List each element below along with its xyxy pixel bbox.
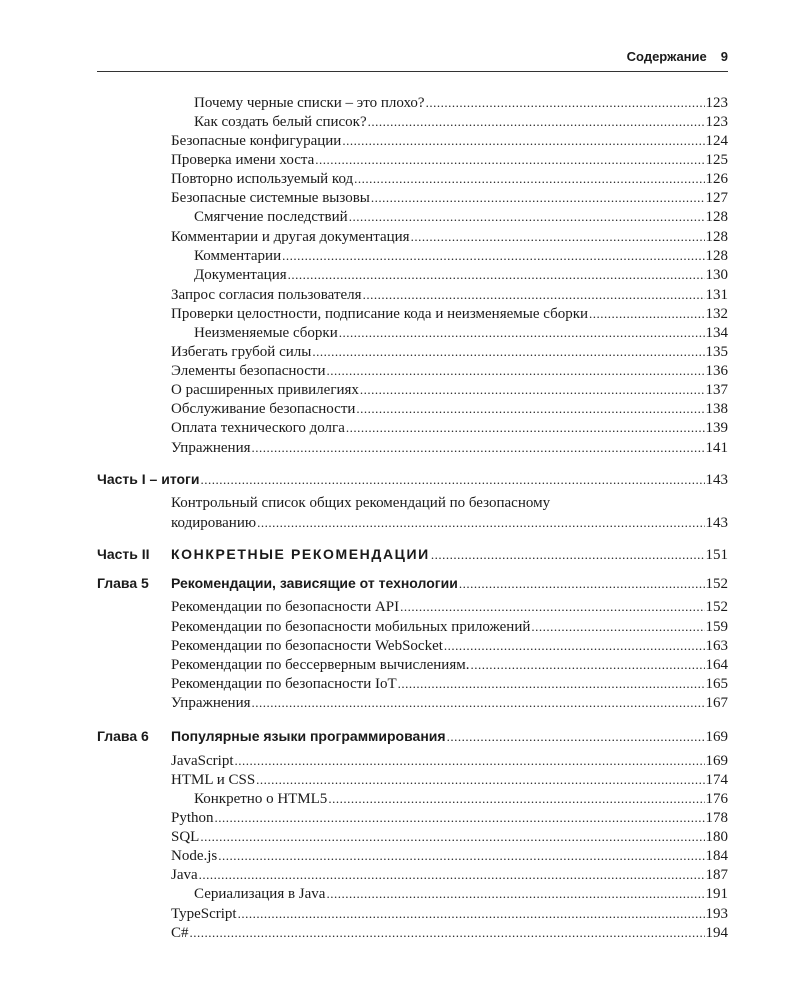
toc-entry-title: Неизменяемые сборки (194, 325, 338, 341)
toc-entry-title: C# (171, 925, 189, 941)
toc-entry-title: Безопасные системные вызовы (171, 190, 370, 206)
dot-leader (589, 304, 704, 323)
part-1-label: Часть I – итоги (97, 471, 200, 487)
chapter-5-label: Глава 5 (97, 575, 149, 591)
toc-entry-title: Как создать белый список? (194, 114, 367, 130)
dot-leader (447, 727, 705, 746)
toc-entry[interactable] (171, 188, 728, 208)
toc-entry-title: Java (171, 867, 198, 883)
toc-entry[interactable] (171, 169, 728, 189)
toc-entry-page: 176 (705, 791, 728, 807)
dot-leader (327, 361, 705, 380)
toc-entry[interactable] (171, 150, 728, 170)
toc-entry-title: Конкретно о HTML5 (194, 791, 328, 807)
toc-entry[interactable] (171, 342, 728, 362)
toc-entry-page: 123 (705, 114, 728, 130)
toc-entry[interactable] (171, 418, 728, 438)
toc-entry-title: Обслуживание безопасности (171, 401, 356, 417)
checklist-line-2: кодированию (171, 515, 257, 531)
dot-leader (346, 418, 705, 437)
toc-entry-page: 164 (705, 657, 728, 673)
toc-entry-title: Проверки целостности, подписание кода и неизменяемые сборки (171, 306, 589, 322)
toc-entry-title: Комментарии и другая документация (171, 229, 410, 245)
chapter-6-page: 169 (705, 729, 728, 745)
toc-entry-page: 128 (705, 248, 728, 264)
header-title: Содержание (626, 49, 707, 64)
toc-entry[interactable] (171, 693, 728, 713)
toc-entry-title: Рекомендации по безопасности API (171, 599, 400, 615)
dot-leader (459, 574, 705, 593)
toc-entry[interactable] (171, 827, 728, 847)
toc-entry-page: 123 (705, 95, 728, 111)
toc-entry-page: 174 (705, 772, 728, 788)
dot-leader (363, 285, 705, 304)
part-2-page: 151 (705, 547, 728, 563)
chapter-5-heading[interactable] (97, 574, 728, 594)
toc-entry[interactable] (171, 674, 728, 694)
toc-entry[interactable] (171, 361, 728, 381)
toc-entry[interactable] (171, 380, 728, 400)
toc-entry-page: 131 (705, 287, 728, 303)
toc-entry[interactable] (171, 636, 728, 656)
toc-entry-title: Безопасные конфигурации (171, 133, 342, 149)
toc-entry-page: 167 (705, 695, 728, 711)
checklist-line-1[interactable]: Контрольный список общих рекомендаций по безопасному (171, 495, 551, 511)
toc-entry-title: JavaScript (171, 753, 234, 769)
dot-leader (288, 265, 705, 284)
toc-entry-page: 127 (705, 190, 728, 206)
toc-entry[interactable] (194, 323, 728, 343)
toc-entry-page: 165 (705, 676, 728, 692)
toc-entry-page: 141 (705, 440, 728, 456)
toc-entry-page: 193 (705, 906, 728, 922)
toc-entry-page: 126 (705, 171, 728, 187)
dot-leader (398, 674, 705, 693)
dot-leader (252, 438, 705, 457)
toc-entry[interactable] (171, 399, 728, 419)
part-2-heading[interactable] (97, 545, 728, 565)
toc-entry-page: 184 (705, 848, 728, 864)
dot-leader (256, 770, 704, 789)
checklist-page: 143 (705, 515, 728, 531)
dot-leader (215, 808, 705, 827)
toc-entry-title: Документация (194, 267, 287, 283)
toc-entry-page: 163 (705, 638, 728, 654)
dot-leader (234, 751, 704, 770)
chapter-6-label: Глава 6 (97, 728, 149, 744)
toc-entry[interactable] (194, 112, 728, 132)
toc-entry-title: Избегать грубой силы (171, 344, 312, 360)
toc-entry-page: 178 (705, 810, 728, 826)
dot-leader (200, 827, 704, 846)
toc-entry-page: 169 (705, 753, 728, 769)
toc-entry-title: Node.js (171, 848, 218, 864)
toc-entry-page: 191 (705, 886, 728, 902)
toc-entry[interactable] (171, 617, 728, 637)
toc-entry[interactable] (171, 655, 728, 675)
toc-entry-title: Рекомендации по безопасности IoT (171, 676, 397, 692)
toc-entry[interactable] (171, 904, 728, 924)
dot-leader (218, 846, 704, 865)
toc-entry-page: 194 (705, 925, 728, 941)
toc-entry[interactable] (171, 751, 728, 771)
toc-entry-page: 130 (705, 267, 728, 283)
dot-leader (252, 693, 705, 712)
dot-leader (326, 884, 704, 903)
chapter-6-title: Популярные языки программирования (171, 728, 446, 744)
dot-leader (531, 617, 704, 636)
toc-entry-page: 128 (705, 229, 728, 245)
dot-leader (444, 636, 705, 655)
toc-entry[interactable] (194, 207, 728, 227)
toc-entry-title: Рекомендации по безопасности WebSocket (171, 638, 443, 654)
toc-entry-page: 187 (705, 867, 728, 883)
toc-entry-title: Повторно используемый код (171, 171, 354, 187)
toc-entry[interactable] (171, 304, 728, 324)
toc-entry-title: Элементы безопасности (171, 363, 326, 379)
dot-leader (328, 789, 704, 808)
part-1-page: 143 (705, 472, 728, 488)
toc-entry-title: О расширенных привилегиях (171, 382, 359, 398)
toc-entry-title: SQL (171, 829, 200, 845)
toc-entry-page: 124 (705, 133, 728, 149)
toc-entry-page: 159 (705, 619, 728, 635)
toc-entry-page: 138 (705, 401, 728, 417)
part-2-label: Часть II (97, 546, 150, 562)
toc-entry[interactable] (194, 884, 728, 904)
dot-leader (312, 342, 704, 361)
dot-leader (315, 150, 704, 169)
toc-entry-title: Проверка имени хоста (171, 152, 315, 168)
dot-leader (360, 380, 705, 399)
part-2-title: КОНКРЕТНЫЕ РЕКОМЕНДАЦИИ (171, 546, 430, 562)
dot-leader (339, 323, 705, 342)
checklist-entry[interactable] (171, 513, 728, 533)
toc-entry[interactable] (171, 227, 728, 247)
dot-leader (200, 470, 704, 489)
dot-leader (426, 93, 705, 112)
chapter-5-title: Рекомендации, зависящие от технологии (171, 575, 458, 591)
dot-leader (354, 169, 704, 188)
toc-entry[interactable] (171, 865, 728, 885)
toc-entry-title: Смягчение последствий (194, 209, 348, 225)
toc-entry-page: 125 (705, 152, 728, 168)
toc-entry-title: Оплата технического долга (171, 420, 345, 436)
toc-entry[interactable] (194, 93, 728, 113)
toc-entry-title: Комментарии (194, 248, 282, 264)
chapter-5-page: 152 (705, 576, 728, 592)
toc-entry-page: 152 (705, 599, 728, 615)
toc-entry[interactable] (194, 789, 728, 809)
toc-entry-title: Почему черные списки – это плохо? (194, 95, 425, 111)
toc-entry-title: Рекомендации по безопасности мобильных приложений (171, 619, 531, 635)
toc-entry[interactable] (171, 131, 728, 151)
dot-leader (282, 246, 704, 265)
toc-entry-page: 139 (705, 420, 728, 436)
part-1-heading[interactable] (97, 470, 728, 490)
dot-leader (371, 188, 705, 207)
toc-entry[interactable] (171, 923, 728, 943)
toc-entry[interactable] (194, 246, 728, 266)
dot-leader (368, 112, 705, 131)
toc-entry-page: 135 (705, 344, 728, 360)
dot-leader (190, 923, 705, 942)
toc-entry-title: Запрос согласия пользователя (171, 287, 362, 303)
toc-entry-title: Рекомендации по бессерверным вычислениям. (171, 657, 470, 673)
dot-leader (411, 227, 705, 246)
header-page-number: 9 (720, 49, 728, 64)
toc-entry-page: 136 (705, 363, 728, 379)
toc-entry[interactable] (171, 846, 728, 866)
dot-leader (257, 513, 704, 532)
dot-leader (431, 545, 705, 564)
toc-entry-page: 134 (705, 325, 728, 341)
toc-entry-page: 128 (705, 209, 728, 225)
toc-entry[interactable] (171, 770, 728, 790)
toc-entry-title: Python (171, 810, 214, 826)
toc-entry-title: Сериализация в Java (194, 886, 326, 902)
dot-leader (356, 399, 704, 418)
dot-leader (199, 865, 705, 884)
toc-entry-page: 132 (705, 306, 728, 322)
toc-entry-title: TypeScript (171, 906, 237, 922)
toc-entry-page: 180 (705, 829, 728, 845)
toc-entry[interactable] (171, 808, 728, 828)
toc-entry-page: 137 (705, 382, 728, 398)
chapter-6-heading[interactable] (97, 727, 728, 747)
toc-entry-title: Упражнения (171, 440, 251, 456)
toc-entry-title: HTML и CSS (171, 772, 256, 788)
dot-leader (238, 904, 705, 923)
toc-entry[interactable] (194, 265, 728, 285)
dot-leader (342, 131, 704, 150)
dot-leader (470, 655, 704, 674)
dot-leader (400, 597, 704, 616)
toc-entry[interactable] (171, 438, 728, 458)
toc-entry-title: Упражнения (171, 695, 251, 711)
toc-entry[interactable] (171, 285, 728, 305)
toc-entry[interactable] (171, 597, 728, 617)
dot-leader (349, 207, 705, 226)
